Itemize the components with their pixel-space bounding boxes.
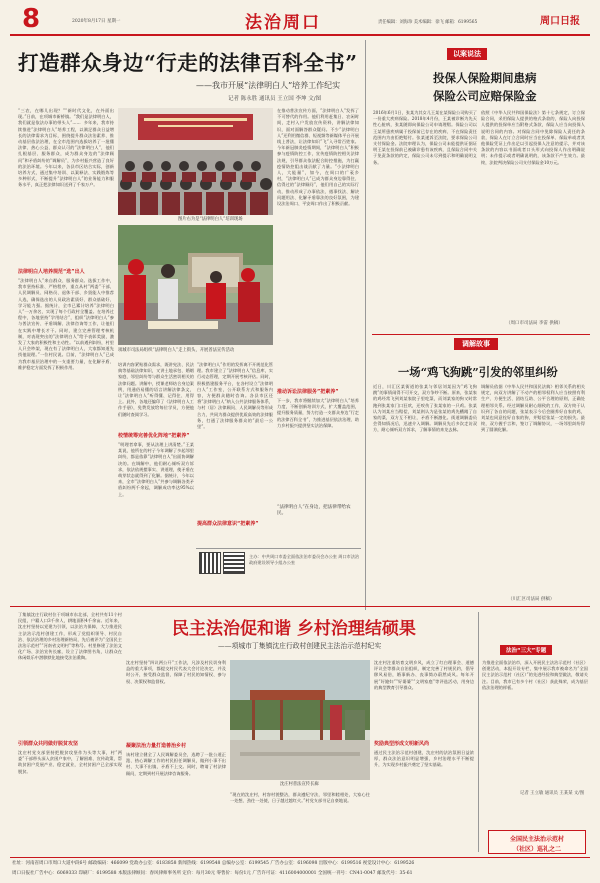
column-divider bbox=[365, 40, 366, 610]
training-photo bbox=[118, 108, 273, 215]
bottom-sidebar-body: 为推进全面依法治市，深入开展民主法治示范村（社区）创建活动，本报开设专栏，集中展示我市被命名为“全国民主法治示范村（社区）”的先进经验和典型做法，敬请关注。目前，我市已有多个村（社区）获此殊荣，成为基层依法治理的样板。 bbox=[482, 660, 588, 690]
footer-rule bbox=[10, 857, 590, 858]
sidebar-top-body-b: 依照《中华人民共和国保险法》第十七条规定，订立保险合同，采用保险人提供的格式条款的，保险人向投保人提供的投保单应当附格式条款，保险人应当向投保人说明合同的内容。对保险合同中免除保险人责任的条款，保险人在订立合同时应当在投保单、保险单或者其他保险凭证上作出足以引起投保人注意的提示，并对该条款的内容以书面或者口头形式向投保人作出明确说明；未作提示或者明确说明的，该条款不产生效力。最终，法院判决保险公司支付保险金10万元。 bbox=[481, 110, 585, 165]
main-footer-text: 主办：中共周口市委全面依法治市委员会办公室 周口市法治政府建设领导小组办公室 bbox=[249, 554, 360, 565]
main-col2-body-b: “明理者拿事，要从法理上讲清楚。”王某某说，他所在的村子今年调解了多起邻里纠纷，都是依靠“法律明白人”出面协调解决的。在调解中，他们耐心倾听双方诉求，依法依规摆事实、讲道理，使矛盾在萌芽状态就得到了化解。据统计，今年以来，全市“法律明白人”共参与调解各类矛盾纠纷两千余起，调解成功率达95%以上。 bbox=[118, 442, 194, 497]
village-corridor-photo bbox=[230, 660, 370, 780]
street-publicity-image bbox=[118, 225, 273, 345]
bottom-sidebar-box bbox=[488, 830, 586, 854]
sidebar-mid-headline: 一场“鸡飞狗跳”引发的邻里纠纷 bbox=[398, 365, 558, 379]
closing-quote: “法律明白人”在身边，把法律带给农民。 bbox=[277, 505, 351, 516]
sidebar-mid-tag bbox=[454, 338, 498, 350]
sidebar-mid-tag-label: 调解故事 bbox=[462, 340, 490, 348]
bottom-subhead-2: 凝聚法治力量打造善治乡村 bbox=[126, 743, 187, 749]
bottom-col4-body: 沈庄村注重培育文明乡风，成立了红白理事会、道德评议会等群众自治组织，制定完善了村规民约，倡导移风易俗，婚事新办、丧事简办蔚然成风。每年开展“好媳妇”“好婆婆”“文明家庭”等评选活动，用身边的典型教育引导群众。 bbox=[374, 660, 474, 690]
main-col3-body: “法律明白人”作用的发挥离不开规范化管理。我市建立了“法律明白人”信息库，实行动态管理，定期开展考核评估。同时，积极搭建服务平台，在各村设立“法律明白人”工作室，公开联系方式和服务内容，方便群众随时咨询。各县市区还将“法律明白人”纳入公共法律服务体系，与村（居）法律顾问、人民调解员等形成合力，共同为群众提供优质高效的法律服务，打通了法律服务群众的“最后一公里”。 bbox=[197, 362, 273, 430]
training-photo-caption: 图片右为是“法律明白人”培训现场 bbox=[178, 217, 243, 222]
footer-line-1: 社址：河南省周口市周口大道中段6号 邮政编码：466099 党政办公室：6183858 新闻热线：6199548 总编办公室：6199545 广告办公室：6196098 出版中心：6199516 视觉设计中心：6199526 bbox=[12, 861, 415, 866]
bottom-col2-body: 沈庄村坚持“四议两公开”工作法，凡涉及村民切身利益的重大事项，都提交村民代表大会讨论决定，并及时公开，接受群众监督，保障了村民的知情权、参与权、决策权和监督权。 bbox=[126, 660, 226, 684]
main-byline: 记者 陈永胜 通讯员 王立国 李坤 文/图 bbox=[228, 96, 322, 102]
bottom-sidebar-box-line1: 全国民主法治示范村 bbox=[509, 836, 564, 843]
bottom-sidebar-box-line2: （社区）巡礼之二 bbox=[512, 846, 561, 853]
date-line: 2020年8月17日 星期一 bbox=[72, 19, 121, 24]
sidebar-mid-body-a: 近日，川汇区某街道的张某与邻居刘某因为“鸡飞狗跳”的事情闹得不可开交，双方争吵不断。原来，张某家的鸡经常飞到刘某家院子里吃菜，而刘某家的狗又时常跑到张某家门口狂吠，还咬伤了张某家的一只鸡。张某认为刘某应当赔偿，刘某则认为是张某的鸡先糟蹋了自家的菜，双方互不相让，矛盾不断激化。街道调解委员会得知情况后，迅速介入调解。调解员先后多次走访双方，耐心倾听双方诉求，了解事情的来龙去脉。 bbox=[373, 384, 477, 433]
main-subhead-3: 提高群众法律意识“把素养” bbox=[197, 521, 259, 527]
qr-code-1 bbox=[199, 552, 221, 574]
sidebar-mid-body-b: 调解员依据《中华人民共和国民法典》相邻关系的相关规定，向双方讲解了不动产的相邻权利人应当按照有利生产、方便生活、团结互助、公平合理的原则，正确处理相邻关系。经过调解员耐心细致的工作，双方终于认识到了各自的问题，张某表示今后会圈养好自家的鸡，刘某也同意拴好自家的狗，并赔偿张某一定的损失。最终，双方握手言和，签订了调解协议，一场邻里纠纷得到了圆满化解。 bbox=[481, 384, 585, 433]
bottom-headline: 民主法治促和谐 乡村治理结硕果 bbox=[172, 619, 416, 639]
main-headline: 打造群众身边“行走的法律百科全书” bbox=[18, 51, 358, 75]
main-subhead-4: 推动诉讼法律服务”把素养” bbox=[277, 389, 339, 395]
main-subhead-1: 法律明白人培养规范“选”出人 bbox=[18, 269, 85, 275]
bottom-sidebar-divider bbox=[478, 612, 479, 852]
main-footer-rule bbox=[196, 548, 361, 549]
sidebar-mid-rule bbox=[372, 334, 590, 335]
sidebar-top-body-a: 2016年6月1日，张某为其女儿王某在某保险公司购买了一份重大疾病保险。2018年4月份，王某被诊断为先天性心脏病，张某随即向保险公司申请理赔。保险公司以王某所患疾病属于投保前已存在的疾病、不在保险责任范围内为由拒绝赔付。张某遂诉至法院，要求保险公司支付保险金。法院审理认为，保险公司未能提供证据证明王某在投保前已被确诊患有该疾病，且保险合同中关于免责条款的约定，保险公司未尽到提示和明确说明义务。 bbox=[373, 110, 477, 165]
bottom-sidebar-tag bbox=[500, 645, 552, 655]
main-col4-body: 在推动普法宣传方面，“法律明白人”发挥了不可替代的作用。他们利用赶集日、农闲时间，走村入户发放宣传资料，讲解法律知识，面对面解答群众疑问。不少“法律明白人”还利用微信群、短视频等新媒体平台开展线上普法，让法律知识“飞”入寻常百姓家。今年新冠肺炎疫情期间，“法律明白人”积极参与疫情防控工作，宣传疫情防控相关法律法规，引导群众依法配合防控措施，为打赢疫情防控阻击战贡献了力量。“小法律明白人，大能量”，如今，在周口的广袤乡村，“法律明白人”已成为群众身边靠得住、信得过的“法律顾问”，他们用自己的实际行动，推动形成了办事依法、遇事找法、解决问题用法、化解矛盾靠法的良好氛围，为建设法治周口、平安周口作出了积极贡献。 bbox=[277, 108, 359, 207]
bottom-col3-body: “现在的沈庄村，村容村貌整洁，群众遵纪守法，邻里和睦相处，大家心往一处想、劲往一处使，日子越过越红火。”村党支部书记自豪地说。 bbox=[230, 792, 370, 804]
bottom-byline: 记者 王立敏 通讯员 王某某 文/图 bbox=[520, 791, 585, 796]
bottom-col1-body-b: 沈庄村党支部坚持把脱贫攻坚作为头等大事，村“两委”干部带头深入贫困户家中，了解困难、宣传政策，帮助贫困户发展产业、稳定就业，全村贫困户已全部实现脱贫。 bbox=[18, 750, 122, 774]
editor-line: 责任编辑：刘海珍 美术编辑：徐飞 邮箱：6199565 bbox=[378, 20, 478, 25]
sidebar-top-signoff: （周口市司法局 李雷 供稿） bbox=[506, 321, 563, 326]
main-col2-body: 培训内容紧贴群众需求，既讲宪法、民法典等基础法律知识，又讲土地承包、婚姻家庭、邻里纠纷等与群众生活密切相关的法律问题。讲解中，授课老师结合身边案例，用通俗易懂的语言讲解法律条文，让“法律明白人”听得懂、记得住、用得上。此外，各地还编印了《法律明白人工作手册》，免费发放给每位学员，方便他们随时查阅学习。 bbox=[118, 362, 194, 417]
section-name: 法治周口 bbox=[245, 13, 321, 33]
bottom-col1-body: 丁集镇沈庄行政村位于项城市东北部，全村共有11个村民组，户籍人口3千余人，耕地面积4千余亩。近年来，沈庄村坚持以党建为引领，以法治为保障，大力推进民主法治示范村创建工作，形成了党组织领导、村民自治、依法治理的乡村治理新格局，先后被评为“全国民主法治示范村”“河南省文明村”等称号。村里修建了法治文化广场、法治宣传长廊，设立了法律图书角，让群众在休闲娱乐中潜移默化地接受法治熏陶。 bbox=[18, 612, 122, 661]
page-number: 8 bbox=[22, 4, 41, 34]
sidebar-top-headline-1: 投保人保险期间患病 bbox=[433, 71, 537, 85]
street-photo-caption: 项城市司法局组织“法律明白人”走上街头，开展普法宣传活动 bbox=[118, 348, 235, 353]
bottom-subhead-3: 奖励典型形成文明新风尚 bbox=[374, 741, 430, 747]
main-intro-text: “三农，在哪儿出现？”“新时代文化，在外面出现。”日前，在项城市新桥镇。“我们是法律明白人，我们就是依法办事的带头人”…… 多年来，我市持续推进“法律明白人”培养工程，以满足群众日益增长的法律需求为目标，围绕提升群众法治素养、推动基层依法治理，在全市范围内选拔培养了一批懂法律、热心公益、群众认可的“法律明白人”，他们扎根基层、服务群众，成为群众身边的“法律顾问”和矛盾纠纷的“调解员”，为乡村振兴营造了良好的法治环境。今年以来，各县市区结合实际，创新培养方式，通过集中培训、以案释法、实践锻炼等多种形式，不断提升“法律明白人”的业务能力和服务水平，真正把法律知识送到了千家万户。 bbox=[18, 108, 114, 188]
bottom-col4-body-b: 通过民主法治示范村创建，沈庄村的法治氛围日益浓厚，群众法治意识明显增强，乡村治理水平不断提升，为实现乡村振兴奠定了坚实基础。 bbox=[374, 750, 474, 768]
bottom-subheadline: ——项城市丁集镇沈庄行政村创建民主法治示范村纪实 bbox=[218, 642, 382, 650]
village-photo-caption: 沈庄村普法宣传长廊 bbox=[280, 782, 319, 787]
bottom-sidebar-tag-label: 法治“三大”专题 bbox=[506, 648, 547, 654]
paper-logo: 周口日报 bbox=[540, 16, 580, 27]
qr-code-2 bbox=[223, 552, 245, 574]
footer-line-2: 周口日报社广告中心：6069333 印刷厂：6199588 本版法律顾问：春风律师事务所 定价：每月30元 零售价：每份1元 广告许可证：4116004000001 全国统一刊号：CN41-0047 邮发代号：35-61 bbox=[12, 871, 413, 876]
main-subhead-2: 校情统筹完善优化阵地“把素养” bbox=[118, 433, 190, 439]
sidebar-mid-signoff: （川汇区司法局 供稿） bbox=[508, 597, 555, 602]
sidebar-top-headline-2: 保险公司应赔保险金 bbox=[433, 89, 537, 103]
main-col1-body: “法律明白人”来自群众、服务群众。选拔工作中，我市坚持标准、严格程序，重点从村“两委”干部、人民调解员、网格员、退休干部、乡贤能人中推荐人选，确保选出的人员政治素质好、群众基础好、学习能力强。据统计，全市已累计培养“法律明白人”一万余名，实现了每个行政村全覆盖。在培养过程中，各地坚持“学用结合”，组织“法律明白人”参与普法宣传、矛盾调解、法律咨询等工作，让他们在实践中增长才干。同时，建立完善管理考核机制，对表现突出的“法律明白人”给予表彰奖励，激发了大家的积极性和主动性。“以前遇到纠纷，村里人只会吵架，现在有了法律明白人，大家都知道先找他说理。”一位村民说。目前，“法律明白人”已成为我市基层治理中的一支重要力量，在化解矛盾、维护稳定方面发挥了积极作用。 bbox=[18, 278, 114, 370]
bottom-col2-body-b: 该村建立健全了人民调解委员会，选聘了一批公道正派、热心调解工作的村民担任调解员，做到小事不出村、大事不出镇，矛盾不上交。同时，聘请了村法律顾问，定期到村开展法律咨询服务。 bbox=[126, 752, 226, 776]
main-intro: “三农，在哪儿出现？”“新时代文化，在外面出现。”日前，在项城市新桥镇。“我们是法律明白人，我们就是依法办事的带头人”…… bbox=[18, 108, 114, 126]
street-publicity-photo bbox=[118, 225, 273, 345]
main-subheadline: ——我市开展“法律明白人”培养工作纪实 bbox=[196, 81, 341, 90]
sidebar-top-tag-label: 以案说法 bbox=[453, 50, 481, 58]
sidebar-top-tag bbox=[447, 48, 487, 60]
bottom-subhead-1: 引领群众共同做好脱贫攻坚 bbox=[18, 741, 79, 747]
bottom-story-rule bbox=[10, 606, 590, 607]
training-photo-image bbox=[118, 108, 273, 215]
main-col4-body-b: 下一步，我市将继续加大“法律明白人”培养力度，不断创新培训方式，扩大覆盖范围，提升服务质量，努力打造一支群众身边“行走的法律百科全书”，为推进基层依法治理、助力乡村振兴提供坚实法治保障。 bbox=[277, 398, 359, 428]
village-corridor-image bbox=[230, 660, 370, 780]
masthead-rule bbox=[10, 34, 590, 36]
